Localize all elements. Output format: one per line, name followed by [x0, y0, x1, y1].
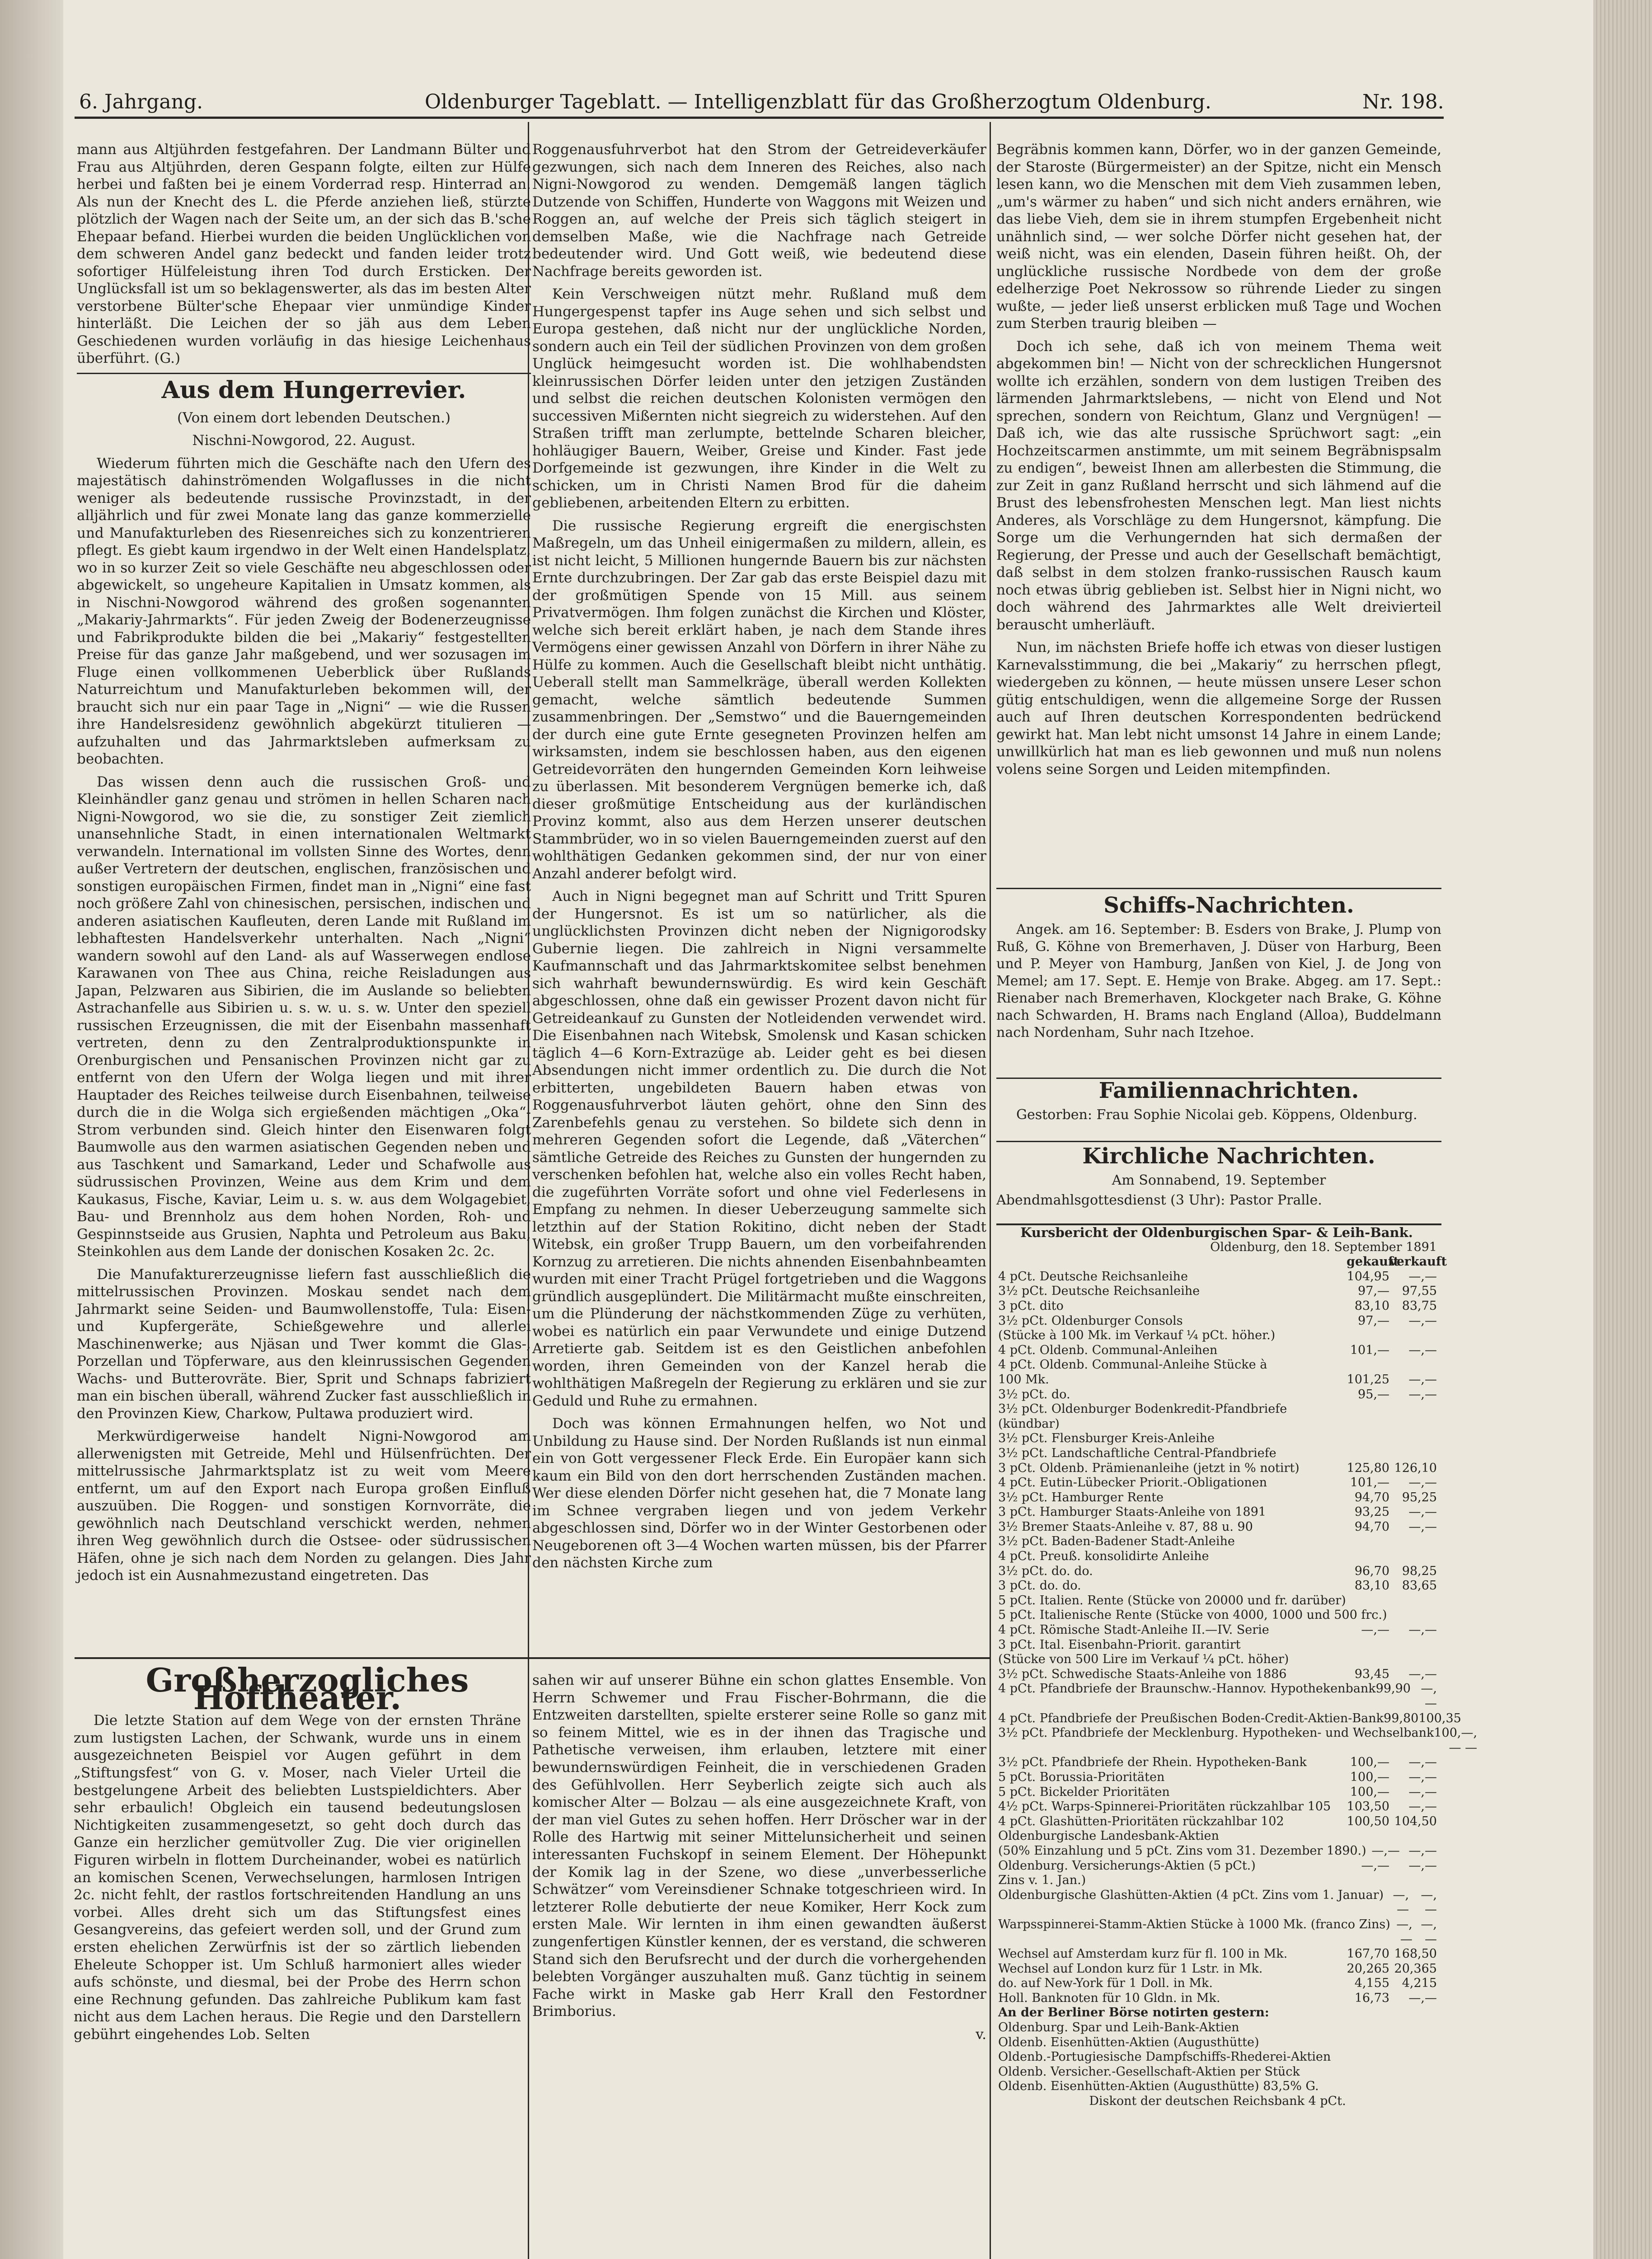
kurs-security-name: Oldenburgische Glashütten-Aktien (4 pCt. Zins vom 1. Januar) — [998, 1888, 1384, 1902]
kurs-sold-price: —,— — [1408, 1667, 1437, 1681]
kurs-row — [996, 1770, 1437, 1785]
kurs-foot-line: Diskont der deutschen Reichsbank 4 pCt. — [1089, 2094, 1346, 2109]
kurs-sold-price — [1389, 1829, 1437, 1844]
kurs-row — [996, 1652, 1437, 1667]
kurs-security-name: 4 pCt. Deutsche Reichsanleihe — [998, 1269, 1188, 1284]
kurs-bought-price — [1347, 1328, 1389, 1343]
kurs-row — [996, 1991, 1437, 2006]
kurs-row — [996, 1962, 1437, 1977]
kurs-security-name: 4 pCt. Preuß. konsolidirte Anleihe — [998, 1549, 1209, 1564]
kurs-sold-price: —,— — [1408, 1476, 1437, 1490]
column-2 — [532, 141, 986, 1776]
kurs-sold-price: —,— — [1408, 1755, 1437, 1770]
schiffs-text: Angek. am 16. September: B. Esders von Brake, J. Plump von Ruß, G. Köhne von Bremerhaven, J. Düser von Harburg, Been und P. Meyer von Hamburg, Janßen von Kiel, J. de Jong von Memel; am 17. Sept. E. Hemje von Brake. Abgeg. am 17. Sept.: Rienaber nach Bremerhaven, Klockgeter nach Brake, G. Köhne nach Schwarden, H. Brams nach England (Alloa), Buddelmann nach Nordenham, Suhr nach Itzehoe. — [996, 922, 1441, 1040]
kurs-bought-price: 100,— — [1350, 1785, 1389, 1799]
kurs-sold-price — [1411, 1608, 1437, 1623]
column-rule-2 — [990, 122, 991, 2259]
kurs-sold-price: —,— — [1408, 1623, 1437, 1637]
kurs-security-name: (Stücke à 100 Mk. im Verkauf ¼ pCt. höher.) — [998, 1328, 1276, 1343]
kurs-sold-price — [1389, 1328, 1437, 1343]
kurs-bought-price: 100,— — [1434, 1726, 1461, 1755]
kurs-row — [996, 1431, 1437, 1446]
kurs-row — [996, 1667, 1437, 1682]
kurs-bought-price: 95,— — [1358, 1387, 1389, 1401]
kurs-sold-price — [1389, 1358, 1437, 1373]
kurs-bought-price — [1347, 1652, 1389, 1667]
kurs-security-name: Oldenburgische Landesbank-Aktien — [998, 1829, 1219, 1843]
kurs-row — [996, 1520, 1437, 1535]
kurs-sold-price — [1389, 1446, 1437, 1461]
kurs-sold-price: 104,50 — [1394, 1814, 1437, 1828]
kurs-sold-price: —,— — [1408, 1800, 1437, 1814]
kurs-security-name: 5 pCt. Bickelder Prioritäten — [998, 1785, 1170, 1799]
kurs-security-name: 4 pCt. Oldenb. Communal-Anleihen — [998, 1343, 1218, 1357]
kurs-row — [996, 1623, 1437, 1638]
theater-title: Großherzogliches Hoftheater. — [145, 1661, 469, 1717]
kurs-row — [996, 1299, 1437, 1314]
kurs-bought-price — [1347, 1446, 1389, 1461]
kurs-bought-price: 93,25 — [1354, 1505, 1389, 1519]
paragraph: Die Manufakturerzeugnisse liefern fast ausschließlich die mittelrussischen Provinzen. Moskau sendet nach dem Jahrmarkt seine Seiden- und Baumwollenstoffe, Tula: Eisen- und Kupfergeräte, Schießgewehre und allerlei Maschinenwerke; aus Njäsan und Twer kommt die Glas-, Porzellan und Töpferware, aus den kleinrussischen Gegenden Wachs- und Butterovräte. Bier, Sprit und Schnaps fabriziert man ein bischen überall, während Zucker fast ausschließlich in den Provinzen Kiew, Charkow, Pultawa produziert wird. — [77, 1266, 531, 1422]
kurs-sold-price — [1389, 1534, 1437, 1549]
kurs-row — [996, 1593, 1437, 1608]
kurs-bought-price — [1347, 1549, 1389, 1564]
kurs-sold-price — [1389, 1431, 1437, 1446]
kurs-security-name: 5 pCt. Italien. Rente (Stücke von 20000 und fr. darüber) — [998, 1593, 1346, 1608]
kurs-security-name: (kündbar) — [998, 1416, 1060, 1431]
kurs-bought-price — [1347, 1534, 1389, 1549]
kurs-row — [996, 1859, 1437, 1874]
theater-signature: v. — [976, 2026, 986, 2043]
kurs-bought-price: 93,45 — [1354, 1667, 1389, 1681]
kurs-sold-price: —,— — [1421, 1888, 1437, 1917]
kurs-sold-price: 83,75 — [1402, 1298, 1437, 1313]
kurs-bought-price — [1347, 1873, 1389, 1888]
kurs-bought-price: 101,— — [1350, 1343, 1389, 1357]
hunger-dateline: Nischni-Nowgorod, 22. August. — [192, 432, 416, 449]
kurs-bought-price — [1347, 1417, 1389, 1432]
kurs-sold-price: —,— — [1408, 1770, 1437, 1784]
page-edges — [1593, 0, 1652, 2259]
kurs-bought-price: —,— — [1393, 1888, 1409, 1917]
kurs-security-name: 3 pCt. Oldenb. Prämienanleihe (jetzt in % notirt) — [998, 1461, 1300, 1475]
kursbericht — [996, 1225, 1478, 2109]
kurs-bought-price: 97,— — [1358, 1313, 1389, 1328]
kurs-sold-price: —,— — [1408, 1269, 1437, 1284]
kurs-bought-price: 104,95 — [1347, 1269, 1389, 1284]
kurs-bought-price: 100,— — [1350, 1770, 1389, 1784]
kurs-row — [996, 1888, 1437, 1917]
kurs-row — [996, 1873, 1437, 1888]
kurs-sold-price — [1389, 1652, 1437, 1667]
kurs-sold-price: —,— — [1408, 1519, 1437, 1534]
kurs-row — [996, 1461, 1437, 1476]
kurs-security-name: 3½ pCt. Hamburger Rente — [998, 1490, 1164, 1504]
kurs-row — [996, 1534, 1437, 1549]
kurs-security-name: 3½ pCt. Flensburger Kreis-Anleihe — [998, 1431, 1215, 1446]
kurs-security-name: 4 pCt. Pfandbriefe der Preußischen Boden-Credit-Aktien-Bank — [998, 1711, 1384, 1725]
hunger-subtitle: (Von einem dort lebenden Deutschen.) — [177, 409, 451, 426]
issue-number: Nr. 198. — [1362, 90, 1444, 113]
kurs-row — [996, 1549, 1437, 1564]
kurs-row — [996, 1314, 1437, 1329]
kurs-security-name: 3½ pCt. Landschaftliche Central-Pfandbriefe — [998, 1446, 1277, 1460]
kurs-sold-price: —,— — [1408, 1343, 1437, 1357]
kurs-security-name: 3 pCt. Ital. Eisenbahn-Priorit. garantirt — [998, 1637, 1241, 1652]
kurs-row — [996, 1579, 1437, 1593]
volume-label: 6. Jahrgang. — [79, 90, 203, 113]
kurs-row — [996, 1976, 1437, 1991]
kurs-sold-price — [1389, 1873, 1437, 1888]
paragraph: Merkwürdigerweise handelt Nigni-Nowgorod am allerwenigsten mit Getreide, Mehl und Hülsenfrüchten. Der mittelrussische Jahrmarktsplatz ist zu weit vom Meere entfernt, um auf den Export nach Europa großen Einfluß auszuüben. Die Roggen- und sonstigen Kornvorräte, die gewöhnlich nach Deutschland verschickt werden, nehmen ihren Weg gewöhnlich durch die Ostsee- oder südrussischen Häfen, ohne je sich nach dem Norden zu gelangen. Dies Jahr jedoch ist ein Ausnahmezustand eingetreten. Das — [77, 1428, 531, 1584]
kurs-column-heads — [996, 1255, 1447, 1270]
kurs-row — [996, 1343, 1437, 1358]
kurs-row — [996, 1800, 1437, 1814]
kurs-security-name: 4 pCt. Oldenb. Communal-Anleihe Stücke à — [998, 1358, 1267, 1372]
kurs-sold-price: —,— — [1461, 1726, 1478, 1755]
kurs-row — [996, 1608, 1437, 1623]
kurs-sold-price: —,— — [1408, 1505, 1437, 1519]
kurs-bought-price — [1347, 1402, 1389, 1417]
kurs-row — [996, 1417, 1437, 1432]
kurs-footer — [996, 2006, 1437, 2109]
kurs-row — [996, 1947, 1437, 1962]
kurs-sold-price: —,— — [1408, 1858, 1437, 1873]
kurs-security-name: 5 pCt. Borussia-Prioritäten — [998, 1770, 1165, 1784]
kurs-security-name: 3½ pCt. Oldenburger Consols — [998, 1313, 1183, 1328]
kurs-bought-price: 4,155 — [1354, 1976, 1389, 1991]
kurs-security-name: 3½ pCt. Pfandbriefe der Mecklenburg. Hypotheken- und Wechselbank — [998, 1726, 1434, 1740]
kurs-head-sold: verkauft — [1389, 1255, 1447, 1269]
kurs-security-name: 5 pCt. Italienische Rente (Stücke von 4000, 1000 und 500 frc.) — [998, 1608, 1387, 1622]
kurs-bought-price: 96,70 — [1354, 1564, 1389, 1578]
kurs-row — [996, 1638, 1437, 1653]
kurs-bought-price: 101,— — [1350, 1476, 1389, 1490]
kurs-sold-price: —,— — [1408, 1785, 1437, 1799]
kurs-security-name: (Stücke von 500 Lire im Verkauf ¼ pCt. höher) — [998, 1652, 1289, 1667]
kurs-bought-price: 83,10 — [1354, 1298, 1389, 1313]
kurs-bought-price: 101,25 — [1347, 1372, 1389, 1387]
kurs-sold-price: —,— — [1421, 1682, 1437, 1711]
kurs-row — [996, 1711, 1461, 1726]
kurs-row — [996, 1270, 1437, 1284]
familiennachrichten — [996, 1078, 1441, 1126]
kurs-bought-price: 100,— — [1350, 1755, 1389, 1770]
article-separator — [77, 373, 531, 374]
kurs-row — [996, 1284, 1437, 1299]
kurs-bought-price: 97,— — [1358, 1284, 1389, 1298]
kurs-foot-line: An der Berliner Börse notirten gestern: — [998, 2006, 1269, 2020]
kurs-table — [996, 1269, 1478, 2006]
kurs-security-name: 3 pCt. do. do. — [998, 1579, 1081, 1593]
kurs-security-name: Wechsel auf London kurz für 1 Lstr. in Mk. — [998, 1961, 1263, 1976]
kurs-sold-price — [1389, 1417, 1437, 1432]
kurs-sold-price: —,— — [1421, 1917, 1437, 1946]
kurs-sold-price: —,— — [1408, 1843, 1437, 1858]
binding-gutter — [0, 0, 63, 2259]
kurs-bought-price — [1347, 1431, 1389, 1446]
kurs-bought-price: 167,70 — [1347, 1947, 1389, 1961]
kurs-security-name: 100 Mk. — [998, 1372, 1049, 1387]
kurs-bought-price: 83,10 — [1354, 1579, 1389, 1593]
kurs-sold-price: 95,25 — [1402, 1490, 1437, 1504]
kirche-top-rule — [996, 1141, 1441, 1142]
kurs-security-name: 3½ pCt. do. — [998, 1387, 1070, 1401]
kurs-sold-price — [1389, 1593, 1437, 1608]
kurs-bought-price — [1347, 1358, 1389, 1373]
kurs-security-name: 4 pCt. Eutin-Lübecker Priorit.-Obligationen — [998, 1476, 1267, 1490]
kurs-security-name: Zins v. 1. Jan.) — [998, 1873, 1086, 1888]
kurs-bought-price — [1347, 1593, 1389, 1608]
kurs-security-name: 3½ Bremer Staats-Anleihe v. 87, 88 u. 90 — [998, 1519, 1253, 1534]
kurs-bought-price: 99,80 — [1384, 1711, 1419, 1725]
kurs-row — [996, 1328, 1437, 1343]
kurs-bought-price: 100,50 — [1347, 1814, 1389, 1828]
theater-column-1 — [74, 1661, 521, 2259]
kurs-row — [996, 1814, 1437, 1829]
hunger-title: Aus dem Hungerrevier. — [161, 376, 466, 404]
kurs-row — [996, 1387, 1437, 1402]
kurs-security-name: Warpsspinnerei-Stamm-Aktien Stücke à 1000 Mk. (franco Zins) — [998, 1917, 1390, 1931]
kurs-security-name: 4 pCt. Römische Stadt-Anleihe II.—IV. Serie — [998, 1623, 1269, 1637]
kurs-security-name: 3½ pCt. Schwedische Staats-Anleihe von 1886 — [998, 1667, 1287, 1681]
kurs-security-name: 4 pCt. Pfandbriefe der Braunschw.-Hannov. Hypothekenbank — [998, 1682, 1376, 1696]
kurs-security-name: 3½ pCt. Oldenburger Bodenkredit-Pfandbriefe — [998, 1402, 1287, 1416]
kurs-row — [996, 1755, 1437, 1770]
kurs-sold-price: 97,55 — [1402, 1284, 1437, 1298]
paragraph: Begräbnis kommen kann, Dörfer, wo in der ganzen Gemeinde, der Staroste (Bürgermeister) an der Spitze, nicht ein Mensch lesen kann, wo die Menschen mit dem Vieh zusammen leben, „um's wärmer zu haben“ und sich nicht anders ernähren, wie das liebe Vieh, dem sie in ihrem stumpfen Ergebenheit nicht unähnlich sind, — wer solche Dörfer nicht gesehen hat, der weiß nicht, was ein elenden, Dasein führen heißt. Oh, der unglückliche russische Nordbede von dem der große edelherzige Poet Nekrossow so rührende Lieder zu singen wußte, — jeder ließ unserst erblicken muß Tage und Wochen zum Sterben traurig bleiben — — [996, 141, 1441, 332]
kurs-bought-price: —,— — [1371, 1843, 1400, 1858]
kurs-row — [996, 1402, 1437, 1417]
kurs-title: Kursbericht der Oldenburgischen Spar- & Leih-Bank. — [1020, 1225, 1413, 1240]
kurs-dateline: Oldenburg, den 18. September 1891 — [1210, 1240, 1437, 1254]
schiffs-top-rule — [996, 888, 1441, 889]
schiffs-title: Schiffs-Nachrichten. — [1103, 893, 1354, 918]
familien-title: Familiennachrichten. — [1098, 1078, 1359, 1103]
kurs-security-name: 3½ pCt. Pfandbriefe der Rhein. Hypotheken-Bank — [998, 1755, 1307, 1770]
kurs-security-name: 3½ pCt. Deutsche Reichsanleihe — [998, 1284, 1200, 1298]
kurs-security-name: 3½ pCt. do. do. — [998, 1564, 1093, 1578]
kurs-bought-price — [1347, 1829, 1389, 1844]
kurs-bought-price: 103,50 — [1347, 1800, 1389, 1814]
kurs-security-name: do. auf New-York für 1 Doll. in Mk. — [998, 1976, 1213, 1991]
paragraph: Wiederum führten mich die Geschäfte nach den Ufern des majestätisch dahinströmenden Wolgaflusses in die nicht weniger als bedeutende russische Provinzstadt, in der alljährlich und für zwei Monate lang das ganze kommerzielle und Manufakturleben des Riesenreiches sich zu konzentrieren pflegt. Es giebt kaum irgendwo in der Welt einen Handelsplatz, wo in so kurzer Zeit so viele Geschäfte neu abgeschlossen oder abgewickelt, so ungeheure Kapitalien in Umsatz kommen, als in Nischni-Nowgorod während des großen sogenannten „Makariy-Jahrmarkts“. Für jeden Zweig der Bodenerzeugnisse und Fabrikprodukte bilden die bei „Makariy“ festgestellten Preise für das ganze Jahr maßgebend, und wer sozusagen im Fluge einen vollkommenen Ueberblick über Rußlands Naturreichtum und Manufakturleben bekommen will, der braucht sich nur ein paar Tage in „Nigni“ — wie die Russen ihre Handelsresidenz gewöhnlich abgekürzt titulieren — aufzuhalten und das Jahrmarktsleben aufmerksam zu beobachten. — [77, 455, 531, 767]
header-rule — [75, 117, 1444, 119]
kurs-sold-price: 83,65 — [1402, 1579, 1437, 1593]
news-item-accident: mann aus Altjührden festgefahren. Der Landmann Bülter und Frau aus Altjührden, deren Gespann folgte, eilten zur Hülfe herbei und faßten bei je einem Vorderrad resp. Hinterrad an. Als nun der Knecht des L. die Pferde anziehen ließ, stürzte plötzlich der Wagen nach der Seite um, an der sich das B.'sche Ehepaar befand. Hierbei wurden die beiden Unglücklichen von dem schweren Andel ganz bedeckt und fanden leider trotz sofortiger Hülfeleistung ihren Tod durch Ersticken. Der Unglücksfall ist um so beklagenswerter, als das im besten Alter verstorbene Bülter'sche Ehepaar vier unmündige Kinder hinterläßt. Die Leichen der so jäh aus dem Leben Geschiedenen wurden vorläufig in das hiesige Leichenhaus überführt. (G.) — [77, 141, 531, 366]
kurs-security-name: 3 pCt. dito — [998, 1298, 1064, 1313]
kurs-sold-price: —,— — [1408, 1387, 1437, 1401]
kurs-sold-price: —,— — [1408, 1372, 1437, 1387]
kurs-row — [996, 1844, 1437, 1859]
kurs-bought-price: 99,90 — [1375, 1682, 1411, 1696]
kurs-sold-price — [1389, 1402, 1437, 1417]
kurs-head-bought: gekauft — [1347, 1255, 1399, 1269]
kirchliche-nachrichten — [996, 1143, 1441, 1212]
paragraph: Auch in Nigni begegnet man auf Schritt und Tritt Spuren der Hungersnot. Es ist um so natürlicher, als die unglücklichsten Provinzen dicht neben der Nignigorodsky Gubernie liegen. Die zahlreich in Nigni versammelte Kaufmannschaft und das Jahrmarktskomitee selbst benehmen sich wahrhaft bewundernswürdig. Es wird kein Geschäft abgeschlossen, ohne daß ein gewisser Prozent davon nicht für Getreideankauf zu Gunsten der Notleidenden verwendet wird. Die Eisenbahnen nach Witebsk, Smolensk und Kasan schicken täglich 4—6 Korn-Extrazüge ab. Leider geht es bei diesen Absendungen nicht immer ordentlich zu. Die durch die Not erbitterten, ungebildeten Bauern haben etwas von Roggenausfuhrverbot läuten gehört, ohne den Sinn des Zarenbefehls genau zu verstehen. So bildete sich denn in mehreren Gegenden sofort die Legende, daß „Väterchen“ sämtliche Getreide des Reiches zu Gunsten der hungernden zu verschenken befohlen hat, welche also ein volles Recht haben, die zugeführten Vorräte sofort und ohne viel Federlesens in Empfang zu nehmen. In dieser Ueberzeugung sammelte sich letzthin auf der Station Rokitino, dicht neben der Stadt Witebsk, ein großer Trupp Bauern, um den vorbeifahrenden Kornzug zu arretieren. Die nichts ahnenden Eisenbahnbeamten wurden mit einer Tracht Prügel fortgetrieben und die Waggons gründlich ausgeplündert. Die Militärmacht mußte einschreiten, um die Plünderung der nächstkommenden Züge zu verhüten, wobei es natürlich ein paar Verwundete und einige Dutzend Arretierte gab. Seitdem ist es den Geistlichen anbefohlen worden, ihren Gemeinden von der Kanzel herab die wohlthätigen Maßregeln der Regierung zu erklären und sie zur Geduld und Ruhe zu ermahnen. — [532, 888, 986, 1409]
kurs-foot-line: Oldenb.-Portugiesische Dampfschiffs-Rhederei-Aktien — [998, 2050, 1331, 2064]
masthead-title: Oldenburger Tageblatt. — Intelligenzblatt für das Großherzogtum Oldenburg. — [425, 90, 1211, 113]
paragraph: Doch was können Ermahnungen helfen, wo Not und Unbildung zu Hause sind. Der Norden Rußlands ist nun einmal ein von Gott vergessener Fleck Erde. Ein Europäer kann sich kaum ein Bild von den dort herrschenden Zuständen machen. Wer diese elenden Dörfer nicht gesehen hat, die 7 Monate lang im Schnee vergraben liegen und von jedem Verkehr abgeschlossen sind, Dörfer wo in der Winter Gestorbenen oder Neugeborenen oft 3—4 Wochen warten müssen, bis der Pfarrer den nächsten Kirche zum — [532, 1415, 986, 1571]
kurs-row — [996, 1373, 1437, 1387]
kurs-bought-price: 16,73 — [1354, 1991, 1389, 2005]
kurs-foot-line: Oldenb. Versicher.-Gesellschaft-Aktien per Stück — [998, 2064, 1300, 2079]
kurs-security-name: Wechsel auf Amsterdam kurz für fl. 100 in Mk. — [998, 1947, 1288, 1961]
kurs-row — [996, 1490, 1437, 1505]
kurs-sold-price: 20,365 — [1394, 1961, 1437, 1976]
kurs-bought-price — [1347, 1638, 1389, 1653]
kurs-row — [996, 1682, 1437, 1711]
kurs-row — [996, 1505, 1437, 1520]
kurs-row — [996, 1829, 1437, 1844]
kurs-sold-price — [1389, 1549, 1437, 1564]
kurs-row — [996, 1476, 1437, 1490]
kurs-sold-price: 100,35 — [1418, 1711, 1461, 1725]
schiffs-nachrichten — [996, 892, 1441, 1044]
kurs-bought-price: —,— — [1396, 1917, 1413, 1946]
kirche-line2: Abendmahlsgottesdienst (3 Uhr): Pastor Pralle. — [996, 1192, 1322, 1208]
theater-column-2 — [532, 1672, 986, 2259]
kurs-row — [996, 1785, 1437, 1800]
kirche-title: Kirchliche Nachrichten. — [1082, 1144, 1375, 1169]
kurs-row — [996, 1446, 1437, 1461]
kurs-security-name: (50% Einzahlung und 5 pCt. Zins vom 31. Dezember 1890.) — [998, 1843, 1366, 1858]
kurs-sold-price — [1389, 1638, 1437, 1653]
theater-paragraph: Die letzte Station auf dem Wege von der ernsten Thräne zum lustigsten Lachen, der Schwank, wurde uns in einem ausgezeichneten Beispiel vor Augen geführt in dem „Stiftungsfest“ von G. v. Moser, nach Vieler Urteil die bestgelungene Arbeit des beliebten Lustspieldichters. Aber sehr erbaulich! Obgleich ein tausend bedeutungslosen Nichtigkeiten zusammengesetzt, so geht doch durch das Ganze ein herzlicher gemütvoller Zug. Die vier originellen Figuren wirbeln in flottem Durcheinander, wobei es natürlich an komischen Scenen, Verwechselungen, harmlosen Intrigen 2c. nicht fehlt, der rastlos fortschreitenden Handlung an uns vorbei. Alles dreht sich um das Stiftungsfest eines Gesangvereins, das gefeiert werden soll, und der Grund zum ersten ehelichen Zerwürfnis ist der so zärtlich liebenden Eheleute Schopper ist. Um Schluß harmoniert alles wieder aufs schönste, und diesmal, bei der Probe des Herrn schon eine Rechnung gefunden. Das zahlreiche Publikum kam fast nicht aus dem Lachen heraus. Die Regie und den Darstellern gebührt eingehendes Lob. Selten — [74, 1712, 521, 2043]
paragraph: Kein Verschweigen nützt mehr. Rußland muß dem Hungergespenst tapfer ins Auge sehen und sich selbst und Europa gestehen, daß nicht nur der unglückliche Norden, sondern auch ein Teil der südlichen Provinzen von dem großen Unglück heimgesucht worden ist. Die wohlhabendsten kleinrussischen Dörfer leiden unter den jetzigen Zuständen und selbst die reichen deutschen Kolonisten vermögen den successiven Mißernten nicht siegreich zu widerstehen. Auf den Straßen trifft man zerlumpte, bettelnde Scharen bleicher, hohläugiger Bauern, Weiber, Greise und Kinder. Fast jede Dorfgemeinde ist gezwungen, ihre Kinder in die Welt zu schicken, um in Christi Namen Brod für die daheim gebliebenen, arbeitenden Eltern zu erbitten. — [532, 286, 986, 511]
kurs-bought-price — [1387, 1608, 1411, 1623]
kurs-security-name: 4½ pCt. Warps-Spinnerei-Prioritäten rückzahlbar 105 — [998, 1800, 1331, 1814]
kurs-row — [996, 1564, 1437, 1579]
kurs-bought-price: —,— — [1361, 1858, 1389, 1873]
kurs-security-name: 3 pCt. Hamburger Staats-Anleihe von 1891 — [998, 1505, 1266, 1519]
kurs-sold-price: —,— — [1408, 1991, 1437, 2005]
column-3 — [996, 141, 1441, 778]
familien-text: Gestorben: Frau Sophie Nicolai geb. Köppens, Oldenburg. — [1016, 1107, 1417, 1123]
kurs-sold-price: 4,215 — [1402, 1976, 1437, 1991]
kurs-foot-line: Oldenb. Eisenhütten-Aktien (Augusthütte) 83,5% G. — [998, 2079, 1319, 2094]
paragraph: Das wissen denn auch die russischen Groß- und Kleinhändler ganz genau und strömen in hellen Scharen nach Nigni-Nowgorod, wo sie die, zu sonstiger Zeit ziemlich unansehnliche Stadt, in einen internationalen Weltmarkt verwandeln. International im vollsten Sinne des Wortes, denn außer Vertretern der deutschen, englischen, französischen und sonstigen europäischen Firmen, findet man in „Nigni“ eine fast noch größere Zahl von chinesischen, persischen, indischen und anderen asiatischen Kaufleuten, deren Lande mit Rußland im lebhaftesten Handelsverkehr unterhalten. Nach „Nigni“ wandern sowohl auf den Land- als auf Wasserwegen endlose Karawanen von Thee aus China, reiche Reisladungen aus Japan, Pelzwaren aus Sibirien, die im Auslande so beliebten Astrachanfelle aus Sibirien u. s. w. u. s. w. Unter den speziell russischen Erzeugnissen, die mit der Eisenbahn massenhaft vertreten, denn zu den Zentralproduktionspunkte in Orenburgischen und Pensanischen Provinzen nicht gar zu entfernt von den Ufern der Wolga liegen und mit ihrer Hauptader des Reiches teilweise durch Eisenbahnen, teilweise durch die in die Wolga sich ergießenden mächtigen „Oka“-Strom verbunden sind. Gleich hinter den Eisenwaren folgt Baumwolle aus den warmen asiatischen Gegenden neben und aus Taschkent und Samarkand, Leder und Schafwolle aus südrussischen Provinzen, Weine aus dem Krim und dem Kaukasus, Fische, Kaviar, Leim u. s. w. aus dem Wolgagebiet, Bau- und Brennholz aus dem hohen Norden, Roh- und Gespinnstseide aus Grusien, Naphta und Petroleum aus Baku, Steinkohlen aus dem Lande der donischen Kosaken 2c. 2c. — [77, 773, 531, 1260]
kurs-security-name: Holl. Banknoten für 10 Gldn. in Mk. — [998, 1991, 1220, 2005]
paragraph: Doch ich sehe, daß ich von meinem Thema weit abgekommen bin! — Nicht von der schrecklichen Hungersnot wollte ich erzählen, sondern von dem lustigen Treiben des lärmenden Jahrmarktslebens, — nicht von Elend und Not sprechen, sondern von Reichtum, Glanz und Vergnügen! — Daß ich, wie das alte russische Sprüchwort sagt: „ein Hochzeitscarmen anstimmte, um mit seinem Begräbnispsalm zu endigen“, beweist Ihnen am allerbesten die Stimmung, die zur Zeit in ganz Rußland herrscht und sich lähmend auf die Brust des lebensfrohesten Menschen legt. Man liest nichts Anderes, als Vorschläge zu dem Hungersnot, kämpfung. Die Sorge um die Verhungernden hat sich dermaßen der Regierung, der Presse und auch der Gesellschaft bemächtigt, daß selbst in dem stolzen franko-russischen Rausch kaum noch etwas übrig geblieben ist. Selbst hier in Nigni nicht, wo doch während des Jahrmarktes alle Welt dreivierteil berauscht umherläuft. — [996, 338, 1441, 633]
paragraph: Die russische Regierung ergreift die energischsten Maßregeln, um das Unheil einigermaßen zu mildern, allein, es ist nicht leicht, 5 Millionen hungernde Bauern bis zur nächsten Ernte durchzubringen. Der Zar gab das erste Beispiel dazu mit der großmütigen Spende von 15 Mill. aus seinem Privatvermögen. Ihm folgen zunächst die Kirchen und Klöster, welche sich bereit erklärt haben, je nach dem Stande ihres Vermögens einer gewissen Anzahl von Dörfern in ihrer Nähe zu Hülfe zu kommen. Auch die Gesellschaft bleibt nicht unthätig. Ueberall stellt man Sammelkräge, überall werden Kollekten gemacht, welche sämtlich bedeutende Summen zusammenbringen. Der „Semstwo“ und die Bauerngemeinden der durch eine gute Ernte gesegneten Provinzen helfen am wirksamsten, indem sie beschlossen haben, aus den eigenen Getreidevorräten den hungernden Gemeinden Korn leihweise zu überlassen. Mit besonderem Vergnügen bemerke ich, daß dieser großmütige Entscheidung aus der kurländischen Provinz kommt, also aus dem Herzen unserer deutschen Stammbrüder, wo in so vielen Bauerngemeinden zuerst auf den wohlthätigen Gedanken gekommen sind, der nur von einer Anzahl anderer befolgt wird. — [532, 517, 986, 882]
kurs-bought-price: 20,265 — [1347, 1961, 1389, 1976]
kurs-sold-price: 98,25 — [1402, 1564, 1437, 1578]
kurs-bought-price: 94,70 — [1354, 1519, 1389, 1534]
kurs-security-name: Oldenburg. Versicherungs-Aktien (5 pCt.) — [998, 1858, 1256, 1873]
kurs-sold-price: 126,10 — [1394, 1461, 1437, 1475]
kurs-bought-price: —,— — [1361, 1623, 1389, 1637]
kurs-row — [996, 1917, 1437, 1947]
kurs-foot-line: Oldenb. Eisenhütten-Aktien (Augusthütte) — [998, 2035, 1259, 2049]
kurs-row — [996, 1358, 1437, 1373]
kurs-security-name: 3½ pCt. Baden-Badener Stadt-Anleihe — [998, 1534, 1235, 1549]
theater-paragraph: sahen wir auf unserer Bühne ein schon glattes Ensemble. Von Herrn Schwemer und Frau Fischer-Bohrmann, die die Entzweiten darstellten, spielte ersterer seine Rolle so ganz mit so feinem Mittel, wie es in der ihnen das Tragische und Pathetische verweisen, ihm erlauben, letztere mit einer bewundernswürdigen Feinheit, die in verschiedenen Graden des Gefühlvollen. Herr Seyberlich zeigte sich auch als komischer Alter — Bolzau — als eine ausgezeichnete Kraft, von der man viel Gutes zu sehen hoffen. Herr Dröscher war in der Rolle des Hartwig mit seiner Mittelunsicherheit und seinen interessanten Fuchskopf in seinem Element. Der Höhepunkt der Komik lag in der Szene, wo diese „unverbesserliche Schwätzer“ vom Vereinsdiener Schnake totgeschrieen wird. In letzterer Rolle debutierte der neue Komiker, Herr Kock zum ersten Male. Wir lernten in ihm einen gewandten äußerst zungenfertigen Künstler kennen, der es verstand, die schweren Stand sich den Berufsrecht und der durch die vorhergehenden belebten Vorgänger auszuhalten muß. Ganz tüchtig in seinem Fache wirkt in Maske gab Herr Krall den Festordner Brimborius. — [532, 1672, 986, 2020]
kurs-row — [996, 1726, 1478, 1755]
kurs-security-name: 4 pCt. Glashütten-Prioritäten rückzahlbar 102 — [998, 1814, 1284, 1828]
paragraph: Roggenausfuhrverbot hat den Strom der Getreideverkäufer gezwungen, sich nach dem Inneren des Reiches, also nach Nigni-Nowgorod zu wenden. Demgemäß langen täglich Dutzende von Schiffen, Hunderte von Waggons mit Weizen und Roggen an, auf welche der Preis sich täglich steigert in demselben Maße, wie die Nachfrage nach Getreide bedeutender wird. Und Gott weiß, wie bedeutend diese Nachfrage bereits geworden ist. — [532, 141, 986, 280]
paragraph: Nun, im nächsten Briefe hoffe ich etwas von dieser lustigen Karnevalsstimmung, die bei „Makariy“ zu herrschen pflegt, wiedergeben zu können, — heute müssen unsere Leser schon gütig entschuldigen, wenn die allgemeine Sorge der Russen auch auf Ihren deutschen Korrespondenten bedrückend gewirkt hat. Man lebt nicht umsonst 14 Jahre in einem Lande; unwillkürlich hat man es lieb gewonnen und muß nun nolens volens seine Sorgen und Leiden mitempfinden. — [996, 639, 1441, 778]
kurs-bought-price: 94,70 — [1354, 1490, 1389, 1504]
column-1 — [77, 141, 531, 1786]
kirche-line1: Am Sonnabend, 19. September — [1112, 1172, 1326, 1188]
kurs-bought-price: 125,80 — [1347, 1461, 1389, 1475]
kurs-sold-price: —,— — [1408, 1313, 1437, 1328]
kurs-foot-line: Oldenburg. Spar und Leih-Bank-Aktien — [998, 2020, 1239, 2035]
kurs-sold-price: 168,50 — [1394, 1947, 1437, 1961]
